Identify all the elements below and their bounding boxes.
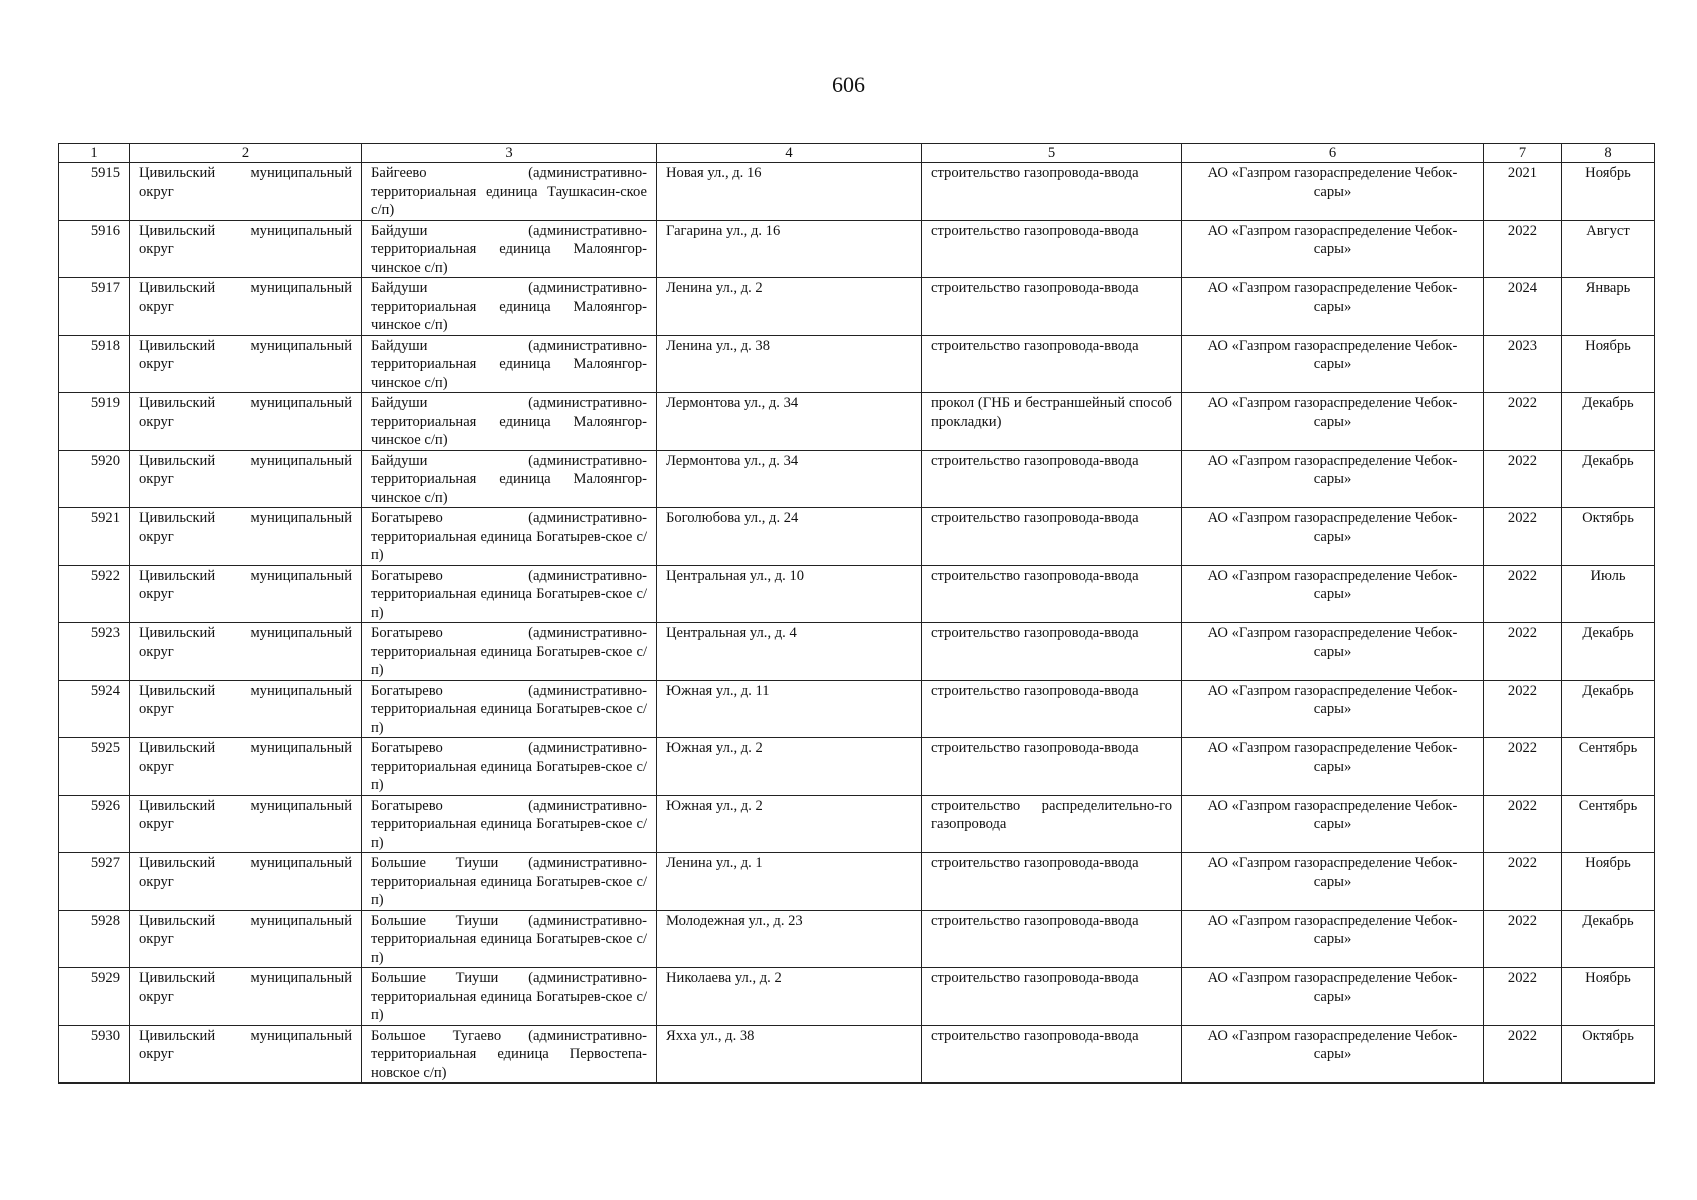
work-type-cell: строительство газопровода-ввода (922, 853, 1182, 911)
locality-cell: Байдуши (административно-территориальная единица Малоянгор-чинское с/п) (362, 393, 657, 451)
district-cell: Цивильский муниципальный округ (130, 910, 362, 968)
locality-cell: Байдуши (административно-территориальная единица Малоянгор-чинское с/п) (362, 220, 657, 278)
district-cell: Цивильский муниципальный округ (130, 393, 362, 451)
month-cell: Июль (1562, 565, 1655, 623)
column-header-7: 7 (1484, 144, 1562, 163)
organization-cell: АО «Газпром газораспределение Чебок-сары» (1182, 853, 1484, 911)
district-cell: Цивильский муниципальный округ (130, 738, 362, 796)
table-row (59, 278, 1655, 336)
work-type-cell: строительство распределительно-го газопровода (922, 795, 1182, 853)
year-cell: 2021 (1484, 163, 1562, 221)
year-cell: 2022 (1484, 450, 1562, 508)
address-cell: Южная ул., д. 2 (657, 795, 922, 853)
locality-cell: Большие Тиуши (административно-территориальная единица Богатырев-ское с/п) (362, 968, 657, 1026)
locality-cell: Богатырево (административно-территориальная единица Богатырев-ское с/п) (362, 508, 657, 566)
locality-cell: Богатырево (административно-территориальная единица Богатырев-ское с/п) (362, 680, 657, 738)
month-cell: Октябрь (1562, 1025, 1655, 1083)
year-cell: 2022 (1484, 910, 1562, 968)
row-number-cell: 5926 (59, 795, 130, 853)
locality-cell: Большие Тиуши (административно-территориальная единица Богатырев-ское с/п) (362, 853, 657, 911)
table-row (59, 163, 1655, 221)
year-cell: 2022 (1484, 853, 1562, 911)
address-cell: Центральная ул., д. 4 (657, 623, 922, 681)
year-cell: 2022 (1484, 508, 1562, 566)
row-number-cell: 5920 (59, 450, 130, 508)
row-number-cell: 5922 (59, 565, 130, 623)
district-cell: Цивильский муниципальный округ (130, 335, 362, 393)
work-type-cell: строительство газопровода-ввода (922, 623, 1182, 681)
organization-cell: АО «Газпром газораспределение Чебок-сары» (1182, 795, 1484, 853)
year-cell: 2022 (1484, 680, 1562, 738)
organization-cell: АО «Газпром газораспределение Чебок-сары» (1182, 335, 1484, 393)
work-type-cell: строительство газопровода-ввода (922, 680, 1182, 738)
organization-cell: АО «Газпром газораспределение Чебок-сары» (1182, 623, 1484, 681)
district-cell: Цивильский муниципальный округ (130, 163, 362, 221)
organization-cell: АО «Газпром газораспределение Чебок-сары» (1182, 680, 1484, 738)
column-header-4: 4 (657, 144, 922, 163)
year-cell: 2022 (1484, 623, 1562, 681)
table-row (59, 393, 1655, 451)
address-cell: Гагарина ул., д. 16 (657, 220, 922, 278)
locality-cell: Большое Тугаево (административно-территориальная единица Первостепа-новское с/п) (362, 1025, 657, 1083)
table-row (59, 680, 1655, 738)
address-cell: Ленина ул., д. 2 (657, 278, 922, 336)
organization-cell: АО «Газпром газораспределение Чебок-сары» (1182, 450, 1484, 508)
table-row (59, 220, 1655, 278)
month-cell: Ноябрь (1562, 335, 1655, 393)
address-cell: Лермонтова ул., д. 34 (657, 450, 922, 508)
year-cell: 2022 (1484, 393, 1562, 451)
address-cell: Южная ул., д. 11 (657, 680, 922, 738)
table-row (59, 968, 1655, 1026)
column-header-8: 8 (1562, 144, 1655, 163)
month-cell: Ноябрь (1562, 853, 1655, 911)
work-type-cell: строительство газопровода-ввода (922, 565, 1182, 623)
work-type-cell: строительство газопровода-ввода (922, 910, 1182, 968)
month-cell: Декабрь (1562, 450, 1655, 508)
table-row (59, 738, 1655, 796)
work-type-cell: строительство газопровода-ввода (922, 738, 1182, 796)
organization-cell: АО «Газпром газораспределение Чебок-сары» (1182, 508, 1484, 566)
district-cell: Цивильский муниципальный округ (130, 853, 362, 911)
row-number-cell: 5929 (59, 968, 130, 1026)
district-cell: Цивильский муниципальный округ (130, 795, 362, 853)
work-type-cell: строительство газопровода-ввода (922, 450, 1182, 508)
work-type-cell: строительство газопровода-ввода (922, 1025, 1182, 1083)
table-row (59, 1025, 1655, 1083)
column-number-row (59, 144, 1655, 163)
table-row (59, 910, 1655, 968)
address-cell: Новая ул., д. 16 (657, 163, 922, 221)
district-cell: Цивильский муниципальный округ (130, 450, 362, 508)
work-type-cell: строительство газопровода-ввода (922, 163, 1182, 221)
organization-cell: АО «Газпром газораспределение Чебок-сары» (1182, 910, 1484, 968)
row-number-cell: 5917 (59, 278, 130, 336)
locality-cell: Байдуши (административно-территориальная единица Малоянгор-чинское с/п) (362, 450, 657, 508)
month-cell: Ноябрь (1562, 968, 1655, 1026)
organization-cell: АО «Газпром газораспределение Чебок-сары» (1182, 565, 1484, 623)
district-cell: Цивильский муниципальный округ (130, 565, 362, 623)
table-row (59, 853, 1655, 911)
month-cell: Январь (1562, 278, 1655, 336)
locality-cell: Большие Тиуши (административно-территориальная единица Богатырев-ское с/п) (362, 910, 657, 968)
organization-cell: АО «Газпром газораспределение Чебок-сары» (1182, 1025, 1484, 1083)
organization-cell: АО «Газпром газораспределение Чебок-сары» (1182, 393, 1484, 451)
address-cell: Боголюбова ул., д. 24 (657, 508, 922, 566)
row-number-cell: 5915 (59, 163, 130, 221)
row-number-cell: 5918 (59, 335, 130, 393)
table-row (59, 565, 1655, 623)
table-row (59, 795, 1655, 853)
row-number-cell: 5916 (59, 220, 130, 278)
address-cell: Центральная ул., д. 10 (657, 565, 922, 623)
row-number-cell: 5921 (59, 508, 130, 566)
table-body (59, 163, 1655, 1084)
month-cell: Сентябрь (1562, 738, 1655, 796)
work-type-cell: строительство газопровода-ввода (922, 968, 1182, 1026)
month-cell: Декабрь (1562, 623, 1655, 681)
organization-cell: АО «Газпром газораспределение Чебок-сары» (1182, 738, 1484, 796)
work-type-cell: строительство газопровода-ввода (922, 335, 1182, 393)
month-cell: Ноябрь (1562, 163, 1655, 221)
address-cell: Николаева ул., д. 2 (657, 968, 922, 1026)
column-header-2: 2 (130, 144, 362, 163)
district-cell: Цивильский муниципальный округ (130, 680, 362, 738)
month-cell: Октябрь (1562, 508, 1655, 566)
address-cell: Южная ул., д. 2 (657, 738, 922, 796)
table-row (59, 508, 1655, 566)
district-cell: Цивильский муниципальный округ (130, 278, 362, 336)
month-cell: Декабрь (1562, 680, 1655, 738)
column-header-1: 1 (59, 144, 130, 163)
column-header-3: 3 (362, 144, 657, 163)
month-cell: Август (1562, 220, 1655, 278)
table-row (59, 623, 1655, 681)
year-cell: 2023 (1484, 335, 1562, 393)
month-cell: Декабрь (1562, 393, 1655, 451)
district-cell: Цивильский муниципальный округ (130, 508, 362, 566)
locality-cell: Богатырево (административно-территориальная единица Богатырев-ское с/п) (362, 738, 657, 796)
row-number-cell: 5924 (59, 680, 130, 738)
year-cell: 2022 (1484, 1025, 1562, 1083)
locality-cell: Богатырево (административно-территориальная единица Богатырев-ское с/п) (362, 565, 657, 623)
locality-cell: Богатырево (административно-территориальная единица Богатырев-ское с/п) (362, 795, 657, 853)
table-row (59, 450, 1655, 508)
address-cell: Яхха ул., д. 38 (657, 1025, 922, 1083)
month-cell: Сентябрь (1562, 795, 1655, 853)
table-row (59, 335, 1655, 393)
row-number-cell: 5923 (59, 623, 130, 681)
year-cell: 2024 (1484, 278, 1562, 336)
organization-cell: АО «Газпром газораспределение Чебок-сары» (1182, 220, 1484, 278)
address-cell: Лермонтова ул., д. 34 (657, 393, 922, 451)
year-cell: 2022 (1484, 220, 1562, 278)
locality-cell: Байдуши (административно-территориальная единица Малоянгор-чинское с/п) (362, 335, 657, 393)
year-cell: 2022 (1484, 795, 1562, 853)
district-cell: Цивильский муниципальный округ (130, 1025, 362, 1083)
year-cell: 2022 (1484, 738, 1562, 796)
address-cell: Ленина ул., д. 38 (657, 335, 922, 393)
district-cell: Цивильский муниципальный округ (130, 220, 362, 278)
locality-cell: Байдуши (административно-территориальная единица Малоянгор-чинское с/п) (362, 278, 657, 336)
organization-cell: АО «Газпром газораспределение Чебок-сары» (1182, 968, 1484, 1026)
row-number-cell: 5930 (59, 1025, 130, 1083)
organization-cell: АО «Газпром газораспределение Чебок-сары» (1182, 163, 1484, 221)
infrastructure-table (58, 143, 1655, 1084)
month-cell: Декабрь (1562, 910, 1655, 968)
column-header-5: 5 (922, 144, 1182, 163)
address-cell: Ленина ул., д. 1 (657, 853, 922, 911)
district-cell: Цивильский муниципальный округ (130, 623, 362, 681)
row-number-cell: 5927 (59, 853, 130, 911)
row-number-cell: 5925 (59, 738, 130, 796)
address-cell: Молодежная ул., д. 23 (657, 910, 922, 968)
year-cell: 2022 (1484, 565, 1562, 623)
district-cell: Цивильский муниципальный округ (130, 968, 362, 1026)
column-header-6: 6 (1182, 144, 1484, 163)
work-type-cell: строительство газопровода-ввода (922, 278, 1182, 336)
work-type-cell: прокол (ГНБ и бестраншейный способ прокладки) (922, 393, 1182, 451)
year-cell: 2022 (1484, 968, 1562, 1026)
locality-cell: Богатырево (административно-территориальная единица Богатырев-ское с/п) (362, 623, 657, 681)
locality-cell: Байгеево (административно-территориальная единица Таушкасин-ское с/п) (362, 163, 657, 221)
organization-cell: АО «Газпром газораспределение Чебок-сары» (1182, 278, 1484, 336)
page-number: 606 (832, 72, 865, 97)
work-type-cell: строительство газопровода-ввода (922, 508, 1182, 566)
row-number-cell: 5928 (59, 910, 130, 968)
row-number-cell: 5919 (59, 393, 130, 451)
work-type-cell: строительство газопровода-ввода (922, 220, 1182, 278)
